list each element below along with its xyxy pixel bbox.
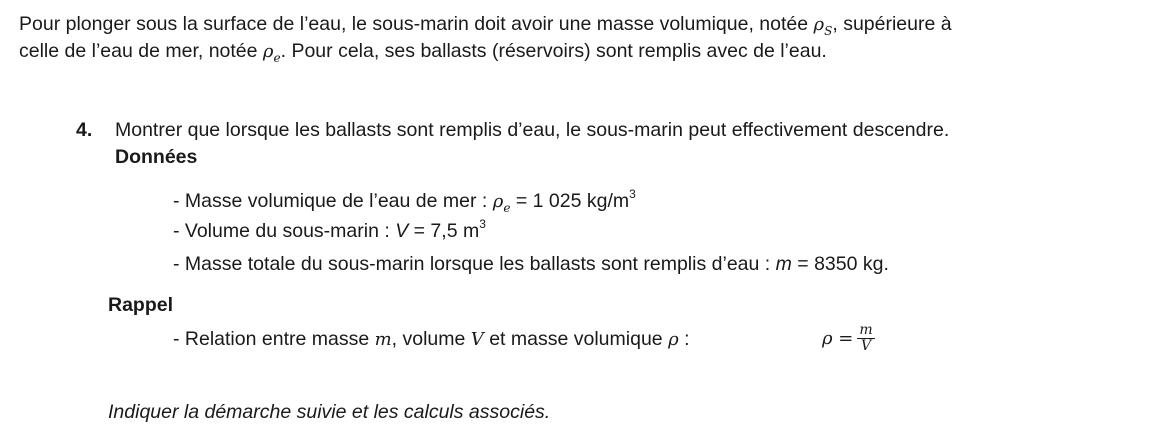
variable-m: m (374, 329, 392, 350)
data-item-label: - Masse volumique de l’eau de mer : (173, 190, 493, 212)
subscript-e: e (273, 51, 281, 65)
rho-symbol: ρ (813, 14, 825, 35)
data-item-value: = 8350 kg. (791, 253, 889, 275)
rho-symbol: ρ (262, 41, 274, 62)
rappel-title: Rappel (108, 294, 174, 316)
formula-lhs: ρ = (822, 328, 854, 349)
data-item-label: - Volume du sous-marin : (173, 220, 396, 242)
data-item-value: = 7,5 m (408, 220, 480, 242)
subscript-e: e (503, 201, 511, 215)
subscript-s: S (824, 24, 833, 38)
intro-text: , supérieure à (832, 13, 952, 35)
variable-v: V (470, 329, 484, 350)
exponent: 3 (479, 216, 486, 231)
question-number: 4. (76, 119, 93, 141)
data-item-label: - Masse totale du sous-marin lorsque les ballasts sont remplis d’eau : (173, 253, 776, 275)
intro-text: Pour plonger sous la surface de l’eau, le sous-marin doit avoir une masse volumique, notée (19, 13, 814, 35)
rappel-text: , volume (391, 328, 471, 350)
rappel-text: - Relation entre masse (173, 328, 375, 350)
density-formula (822, 320, 875, 357)
fraction-denominator: V (860, 338, 872, 355)
variable-v: V (395, 220, 409, 242)
data-item-value: = 1 025 kg/m (510, 190, 630, 212)
intro-text: . Pour cela, ses ballasts (réservoirs) sont remplis avec de l’eau. (280, 40, 827, 62)
donnees-title: Données (115, 146, 198, 168)
intro-text: celle de l’eau de mer, notée (19, 40, 263, 62)
data-item-mass (173, 252, 889, 276)
rappel-text: : (678, 328, 690, 350)
data-item-volume (173, 216, 486, 243)
rappel-relation (173, 327, 690, 352)
fraction-numerator: m (859, 322, 873, 339)
exponent: 3 (629, 186, 636, 201)
formula-fraction (857, 323, 874, 354)
rho-symbol: ρ (668, 329, 679, 350)
question-text: Montrer que lorsque les ballasts sont remplis d’eau, le sous-marin peut effectivement descendre. (115, 119, 950, 141)
rappel-text: et masse volumique (483, 328, 669, 350)
intro-line-1 (19, 12, 952, 38)
intro-line-2 (19, 39, 827, 65)
data-item-density (173, 186, 636, 215)
rho-symbol: ρ (492, 191, 504, 212)
instruction-text: Indiquer la démarche suivie et les calculs associés. (108, 401, 551, 423)
variable-m: m (775, 253, 792, 275)
